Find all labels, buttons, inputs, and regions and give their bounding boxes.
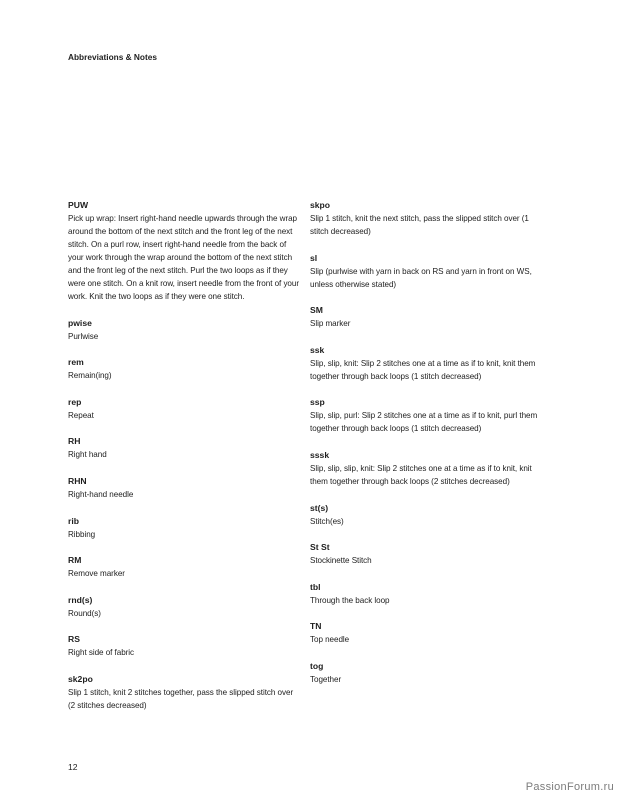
glossary-definition: Slip, slip, knit: Slip 2 stitches one at a time as if to knit, knit them together through back loops (1 stitch decreased) — [310, 358, 536, 381]
glossary-term: sssk — [310, 449, 330, 460]
glossary-definition: Stockinette Stitch — [310, 556, 372, 566]
glossary-definition: Right-hand needle — [68, 489, 134, 499]
glossary-term: RHN — [68, 475, 87, 486]
glossary-entry — [310, 252, 542, 291]
glossary-entry — [310, 449, 542, 488]
glossary-definition: Through the back loop — [310, 595, 390, 605]
glossary-entry — [68, 435, 300, 461]
glossary-entry — [68, 554, 300, 580]
glossary-term: SM — [310, 305, 323, 316]
glossary-term: rep — [68, 396, 82, 407]
glossary-entry — [310, 304, 542, 330]
glossary-entry — [310, 199, 542, 238]
glossary-term: TN — [310, 621, 322, 632]
section-header: Abbreviations & Notes — [68, 52, 157, 62]
glossary-definition: Slip 1 stitch, knit 2 stitches together, pass the slipped stitch over (2 stitches decreased) — [68, 687, 294, 710]
glossary-entry — [68, 199, 300, 303]
glossary-definition: Round(s) — [68, 608, 101, 618]
glossary-term: skpo — [310, 200, 331, 210]
glossary-definition: Ribbing — [68, 529, 96, 539]
glossary-entry — [310, 620, 542, 646]
glossary-entry — [68, 673, 300, 712]
glossary-entry — [310, 581, 542, 607]
glossary-term: ssk — [310, 344, 325, 355]
glossary-definition: Remain(ing) — [68, 371, 112, 381]
glossary-entry — [310, 396, 542, 435]
glossary-definition: Slip (purlwise with yarn in back on RS and yarn in front on WS, unless otherwise stated) — [310, 266, 532, 289]
glossary-term: RH — [68, 436, 81, 447]
glossary-term: sl — [310, 252, 318, 263]
glossary-term: RM — [68, 555, 82, 566]
watermark: PassionForum.ru — [525, 781, 614, 793]
glossary-term: pwise — [68, 317, 92, 328]
glossary-definition: Slip, slip, purl: Slip 2 stitches one at a time as if to knit, purl them together through back loops (1 stitch decreased) — [310, 411, 538, 434]
glossary-term: RS — [68, 634, 80, 645]
glossary-entry — [68, 594, 300, 620]
glossary-definition: Purlwise — [68, 331, 99, 341]
glossary-definition: Right hand — [68, 450, 107, 460]
glossary-entry — [310, 541, 542, 567]
glossary-term: ssp — [310, 397, 325, 408]
glossary-definition: Stitch(es) — [310, 516, 344, 526]
glossary-entry — [68, 396, 300, 422]
glossary-term: rib — [68, 515, 79, 526]
glossary-entry — [68, 633, 300, 659]
glossary-term: rem — [68, 357, 84, 368]
glossary-term: St St — [310, 542, 330, 553]
glossary-entry — [68, 475, 300, 501]
glossary-entry — [68, 356, 300, 382]
glossary-entry — [68, 317, 300, 343]
glossary-term: PUW — [68, 200, 89, 210]
glossary-term: tbl — [310, 581, 321, 592]
glossary-definition: Top needle — [310, 635, 350, 645]
glossary-definition: Right side of fabric — [68, 648, 135, 658]
glossary-term: sk2po — [68, 673, 93, 684]
glossary-definition: Pick up wrap: Insert right-hand needle upwards through the wrap around the bottom of the next stitch and the front leg of the next stitch. On a purl row, insert right-hand needle from the back of your work through the wrap around the bottom of the next stitch and the front leg of the next stitch. Purl the two loops as if they were one stitch. On a knit row, insert needle from the front of your work. Knit the two loops as if they were one stitch. — [68, 214, 299, 301]
glossary-entry — [310, 344, 542, 383]
glossary-definition: Slip 1 stitch, knit the next stitch, pass the slipped stitch over (1 stitch decreased) — [310, 214, 529, 236]
glossary-entry — [68, 515, 300, 541]
glossary-term: tog — [310, 660, 324, 671]
glossary-definition: Repeat — [68, 410, 94, 420]
glossary-definition: Remove marker — [68, 569, 125, 579]
glossary-entry — [310, 660, 542, 686]
page-number: 12 — [68, 762, 78, 772]
glossary-definition: Together — [310, 674, 342, 684]
glossary-column-right — [310, 199, 542, 700]
glossary-term: rnd(s) — [68, 594, 93, 605]
glossary-term: st(s) — [310, 502, 329, 513]
glossary-column-left — [68, 199, 300, 726]
glossary-entry — [310, 502, 542, 528]
glossary-definition: Slip, slip, slip, knit: Slip 2 stitches one at a time as if to knit, knit them together through back loops (2 stitches decreased) — [310, 463, 532, 486]
glossary-definition: Slip marker — [310, 319, 351, 329]
